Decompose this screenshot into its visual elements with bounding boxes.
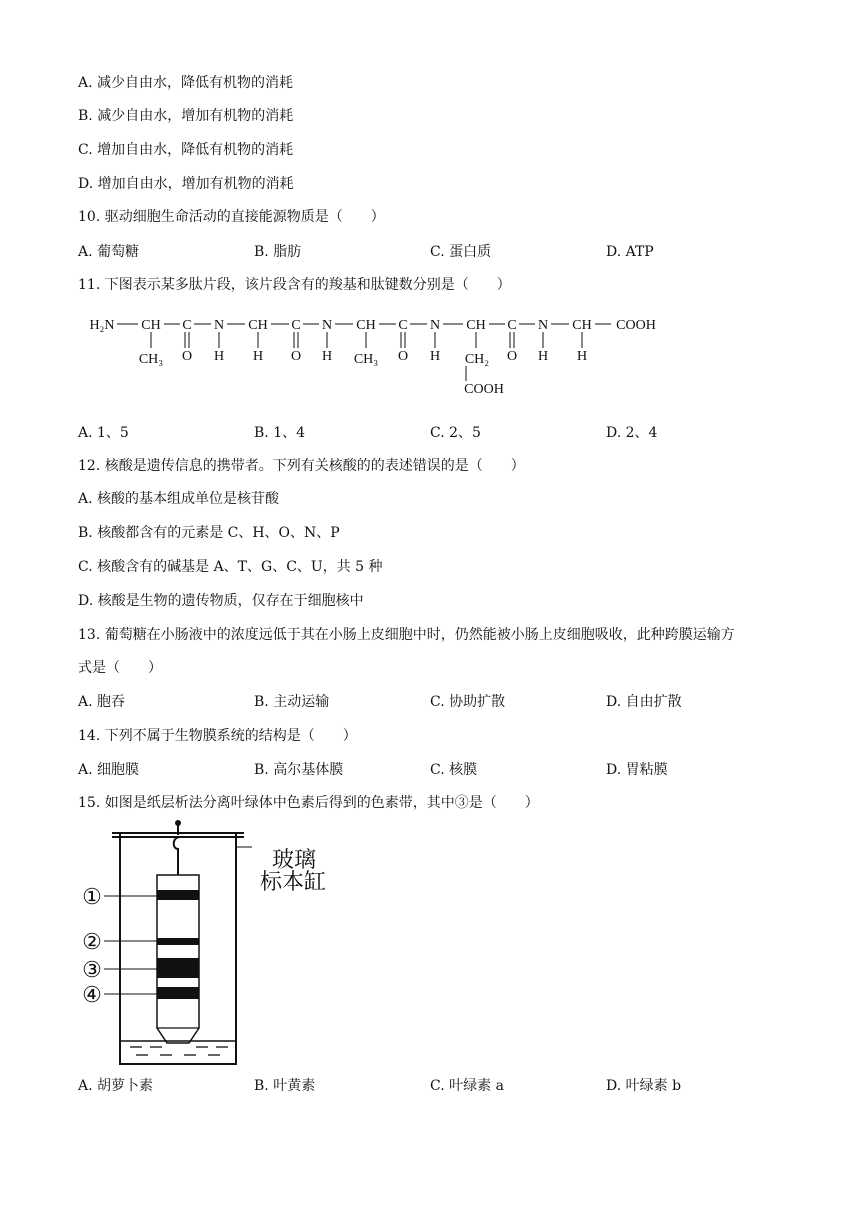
band-label-1: ① xyxy=(82,884,102,909)
q14-option-d: D. 胃粘膜 xyxy=(606,762,668,778)
q13-stem-line1: 13. 葡萄糖在小肠液中的浓度远低于其在小肠上皮细胞中时，仍然能被小肠上皮细胞吸收，此种跨膜运输方 xyxy=(78,627,735,643)
band-label-2: ② xyxy=(82,929,102,954)
formula-h2n: H₂N xyxy=(89,318,115,333)
q13-stem-line2: 式是（ ） xyxy=(78,660,162,676)
formula-o-3: O xyxy=(397,349,409,364)
q12-option-b: B. 核酸都含有的元素是 C、H、O、N、P xyxy=(78,525,340,541)
q10-option-a: A. 葡萄糖 xyxy=(78,244,140,260)
formula-ch-2: CH xyxy=(248,318,268,333)
q10-option-c: C. 蛋白质 xyxy=(430,244,492,260)
q11-option-d: D. 2、4 xyxy=(606,425,658,441)
q9-option-d: D. 增加自由水，增加有机物的消耗 xyxy=(78,176,294,192)
formula-c-3: C xyxy=(398,318,408,333)
q10-option-b: B. 脂肪 xyxy=(254,244,302,260)
q15-option-c: C. 叶绿素 a xyxy=(430,1078,504,1094)
polypeptide-formula xyxy=(0,300,860,410)
formula-ch-5: CH xyxy=(572,318,592,333)
q12-option-a: A. 核酸的基本组成单位是核苷酸 xyxy=(78,491,280,507)
hook-knob xyxy=(175,820,181,826)
pigment-band-3 xyxy=(157,958,199,978)
formula-h-1: H xyxy=(213,349,225,364)
q14-option-c: C. 核膜 xyxy=(430,762,478,778)
formula-cooh-end: COOH xyxy=(616,318,656,333)
formula-n-2: N xyxy=(321,318,333,333)
q14-option-a: A. 细胞膜 xyxy=(78,762,140,778)
formula-o-4: O xyxy=(506,349,518,364)
q12-option-c: C. 核酸含有的碱基是 A、T、G、C、U，共 5 种 xyxy=(78,559,383,575)
q12-option-d: D. 核酸是生物的遗传物质，仅存在于细胞核中 xyxy=(78,593,364,609)
q10-option-d: D. ATP xyxy=(606,244,654,260)
formula-ch3-2: CH₃ xyxy=(353,352,379,367)
jar-label-line2: 标本缸 xyxy=(260,869,327,894)
q9-option-c: C. 增加自由水，降低有机物的消耗 xyxy=(78,142,294,158)
formula-ch-4: CH xyxy=(466,318,486,333)
band-label-4: ④ xyxy=(82,982,102,1007)
q13-option-b: B. 主动运输 xyxy=(254,694,330,710)
formula-ch-3: CH xyxy=(356,318,376,333)
solvent-liquid xyxy=(130,1047,228,1055)
formula-ch3-1: CH₃ xyxy=(138,352,164,367)
q15-option-b: B. 叶黄素 xyxy=(254,1078,316,1094)
q11-option-a: A. 1、5 xyxy=(78,425,129,441)
q15-stem: 15. 如图是纸层析法分离叶绿体中色素后得到的色素带，其中③是（ ） xyxy=(78,795,539,811)
q15-option-a: A. 胡萝卜素 xyxy=(78,1078,154,1094)
formula-c-1: C xyxy=(182,318,192,333)
pigment-band-4 xyxy=(157,987,199,999)
q9-option-a: A. 减少自由水，降低有机物的消耗 xyxy=(78,75,294,91)
formula-h-6: H xyxy=(576,349,588,364)
q9-option-b: B. 减少自由水，增加有机物的消耗 xyxy=(78,108,294,124)
band-label-3: ③ xyxy=(82,957,102,982)
band-leader-lines xyxy=(104,896,157,994)
q14-stem: 14. 下列不属于生物膜系统的结构是（ ） xyxy=(78,728,357,744)
formula-ch2: CH₂ xyxy=(464,352,490,367)
formula-o-2: O xyxy=(290,349,302,364)
q13-option-c: C. 协助扩散 xyxy=(430,694,506,710)
q15-option-d: D. 叶绿素 b xyxy=(606,1078,682,1094)
q14-option-b: B. 高尔基体膜 xyxy=(254,762,344,778)
formula-h-4: H xyxy=(429,349,441,364)
formula-n-3: N xyxy=(429,318,441,333)
formula-c-4: C xyxy=(507,318,517,333)
q11-option-b: B. 1、4 xyxy=(254,425,306,441)
formula-h-2: H xyxy=(252,349,264,364)
formula-h-5: H xyxy=(537,349,549,364)
formula-ch-1: CH xyxy=(141,318,161,333)
formula-o-1: O xyxy=(181,349,193,364)
formula-c-2: C xyxy=(291,318,301,333)
q11-option-c: C. 2、5 xyxy=(430,425,481,441)
formula-n-4: N xyxy=(537,318,549,333)
pigment-band-1 xyxy=(157,890,199,900)
hook-icon xyxy=(174,821,180,875)
q11-stem: 11. 下图表示某多肽片段，该片段含有的羧基和肽键数分别是（ ） xyxy=(78,277,511,293)
formula-cooh-side: COOH xyxy=(464,382,504,397)
jar-label-line1: 玻璃 xyxy=(272,847,317,872)
q13-option-a: A. 胞吞 xyxy=(78,694,126,710)
q10-stem: 10. 驱动细胞生命活动的直接能源物质是（ ） xyxy=(78,209,385,225)
q13-option-d: D. 自由扩散 xyxy=(606,694,682,710)
q12-stem: 12. 核酸是遗传信息的携带者。下列有关核酸的的表述错误的是（ ） xyxy=(78,458,525,474)
formula-n-1: N xyxy=(213,318,225,333)
chromatography-figure xyxy=(0,815,360,1070)
pigment-band-2 xyxy=(157,938,199,945)
formula-h-3: H xyxy=(321,349,333,364)
